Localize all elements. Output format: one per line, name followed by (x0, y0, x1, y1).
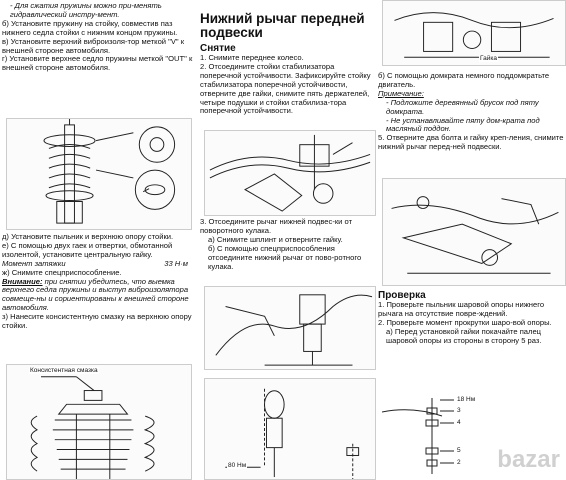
removal-heading: Снятие (200, 43, 236, 54)
stabilizer-link-figure (382, 384, 566, 480)
left-column-lower (2, 233, 194, 331)
inspection-step-2: 2. Проверьте момент прокрутки шаро-вой опоры. (378, 317, 552, 327)
grease-figure (6, 364, 192, 480)
note-2: - Не устанавливайте пяту дом-крата под масляный поддон. (386, 115, 540, 134)
lower-arm-bolts-figure (204, 378, 376, 480)
step-b: б) Установите пружину на стойку, совместив паз нижнего седла стойки с нижним концом пружины. (2, 18, 178, 37)
right-column (378, 72, 564, 152)
nut-figure (382, 0, 566, 66)
attention-note (2, 278, 194, 314)
step-z: з) Нанесите консистентную смазку на верхнюю опору стойки. (2, 312, 192, 331)
callout-3: 3 (457, 407, 461, 414)
watermark-logo: bazar (497, 446, 560, 473)
step-e: е) С помощью двух гаек и отвертки, обмотанной изолентой, установите центральную гайку. (2, 240, 173, 259)
strut-assembly-drawing (7, 119, 191, 229)
attention-text: при снятии убедитесь, что выемка верхнего седла пружины и выступ виброизолятора совмеще-ны и сориентированы к внешней стороне автомобиля. (2, 276, 189, 313)
lower-arm-drawing (383, 179, 565, 285)
step-v: в) Установите верхний виброизоля-тор меткой "V" к внешней стороне автомобиля. (2, 36, 185, 55)
lower-arm-figure (382, 178, 566, 286)
middle-column-lower (200, 218, 376, 271)
ball-joint-drawing (205, 287, 375, 369)
removal-step-5: 5. Отверните два болта и гайку креп-ления, снимите нижний рычаг перед-ней подвески. (378, 133, 564, 152)
ball-joint-figure (204, 286, 376, 370)
inspection-heading: Проверка (378, 290, 426, 301)
torque-80-label: 80 Нм (228, 462, 247, 469)
right-column-lower (378, 290, 564, 346)
callout-4: 4 (457, 419, 461, 426)
inspection-step-2a: а) Перед установкой гайки покачайте палец шаровой опоры из стороны в сторону 5 раз. (386, 326, 542, 345)
attention-title: Внимание: (2, 276, 43, 286)
removal-step-3: 3. Отсоедините рычаг нижней подвес-ки от поворотного кулака. (200, 217, 353, 235)
torque-18-label: 18 Нм (457, 396, 476, 403)
removal-step-3b: б) С помощью спецприспособления отсоедините нижний рычаг от пово-ротного кулака. (208, 243, 362, 271)
grease-label: Консистентная смазка (30, 367, 98, 374)
torque-label: Момент затяжки (2, 258, 66, 268)
step-zh: ж) Снимите спецприспособление. (2, 267, 122, 277)
nut-label: Гайка (480, 55, 498, 62)
note-1: - Подложите деревянный брусок под пяту домкрата. (386, 97, 539, 116)
removal-step-2: 2. Отсоедините стойки стабилизатора поперечной устойчивости. Зафиксируйте стойку стабилизатора поперечной устойчивости, отверните две гайки, снимите пять держателей, четыре подушки и стойки стабилиза-тора поперечной устойчивости. (200, 61, 371, 116)
callout-2: 2 (457, 459, 461, 466)
stabilizer-figure (204, 130, 376, 216)
jack-step: б) С помощью домкрата немного поддомкратьте двигатель. (378, 71, 550, 89)
note-title: Примечание: (378, 88, 424, 98)
removal-step-1: 1. Снимите переднее колесо. (200, 53, 304, 62)
left-column (2, 0, 194, 73)
hydraulic-note: - Для сжатия пружины можно при-менять гидравлический инстру-мент. (10, 1, 162, 19)
step-d: д) Установите пыльник и верхнюю опору стойки. (2, 232, 174, 241)
stabilizer-drawing (205, 131, 375, 215)
grease-drawing (7, 365, 191, 479)
inspection-step-1: 1. Проверьте пыльник шаровой опоры нижнего рычага на отсутствие повре-ждений. (378, 300, 545, 318)
step-g: г) Установите верхнее седло пружины меткой "OUT" к внешней стороне автомобиля. (2, 54, 193, 73)
strut-assembly-figure (6, 118, 192, 230)
torque-value: 33 Н·м (164, 258, 188, 268)
removal-step-3a: а) Снимите шплинт и отверните гайку. (208, 234, 343, 244)
middle-column (200, 2, 376, 116)
nut-drawing (383, 1, 565, 65)
callout-5: 5 (457, 447, 461, 454)
section-heading: Нижний рычаг передней подвески (200, 11, 365, 40)
